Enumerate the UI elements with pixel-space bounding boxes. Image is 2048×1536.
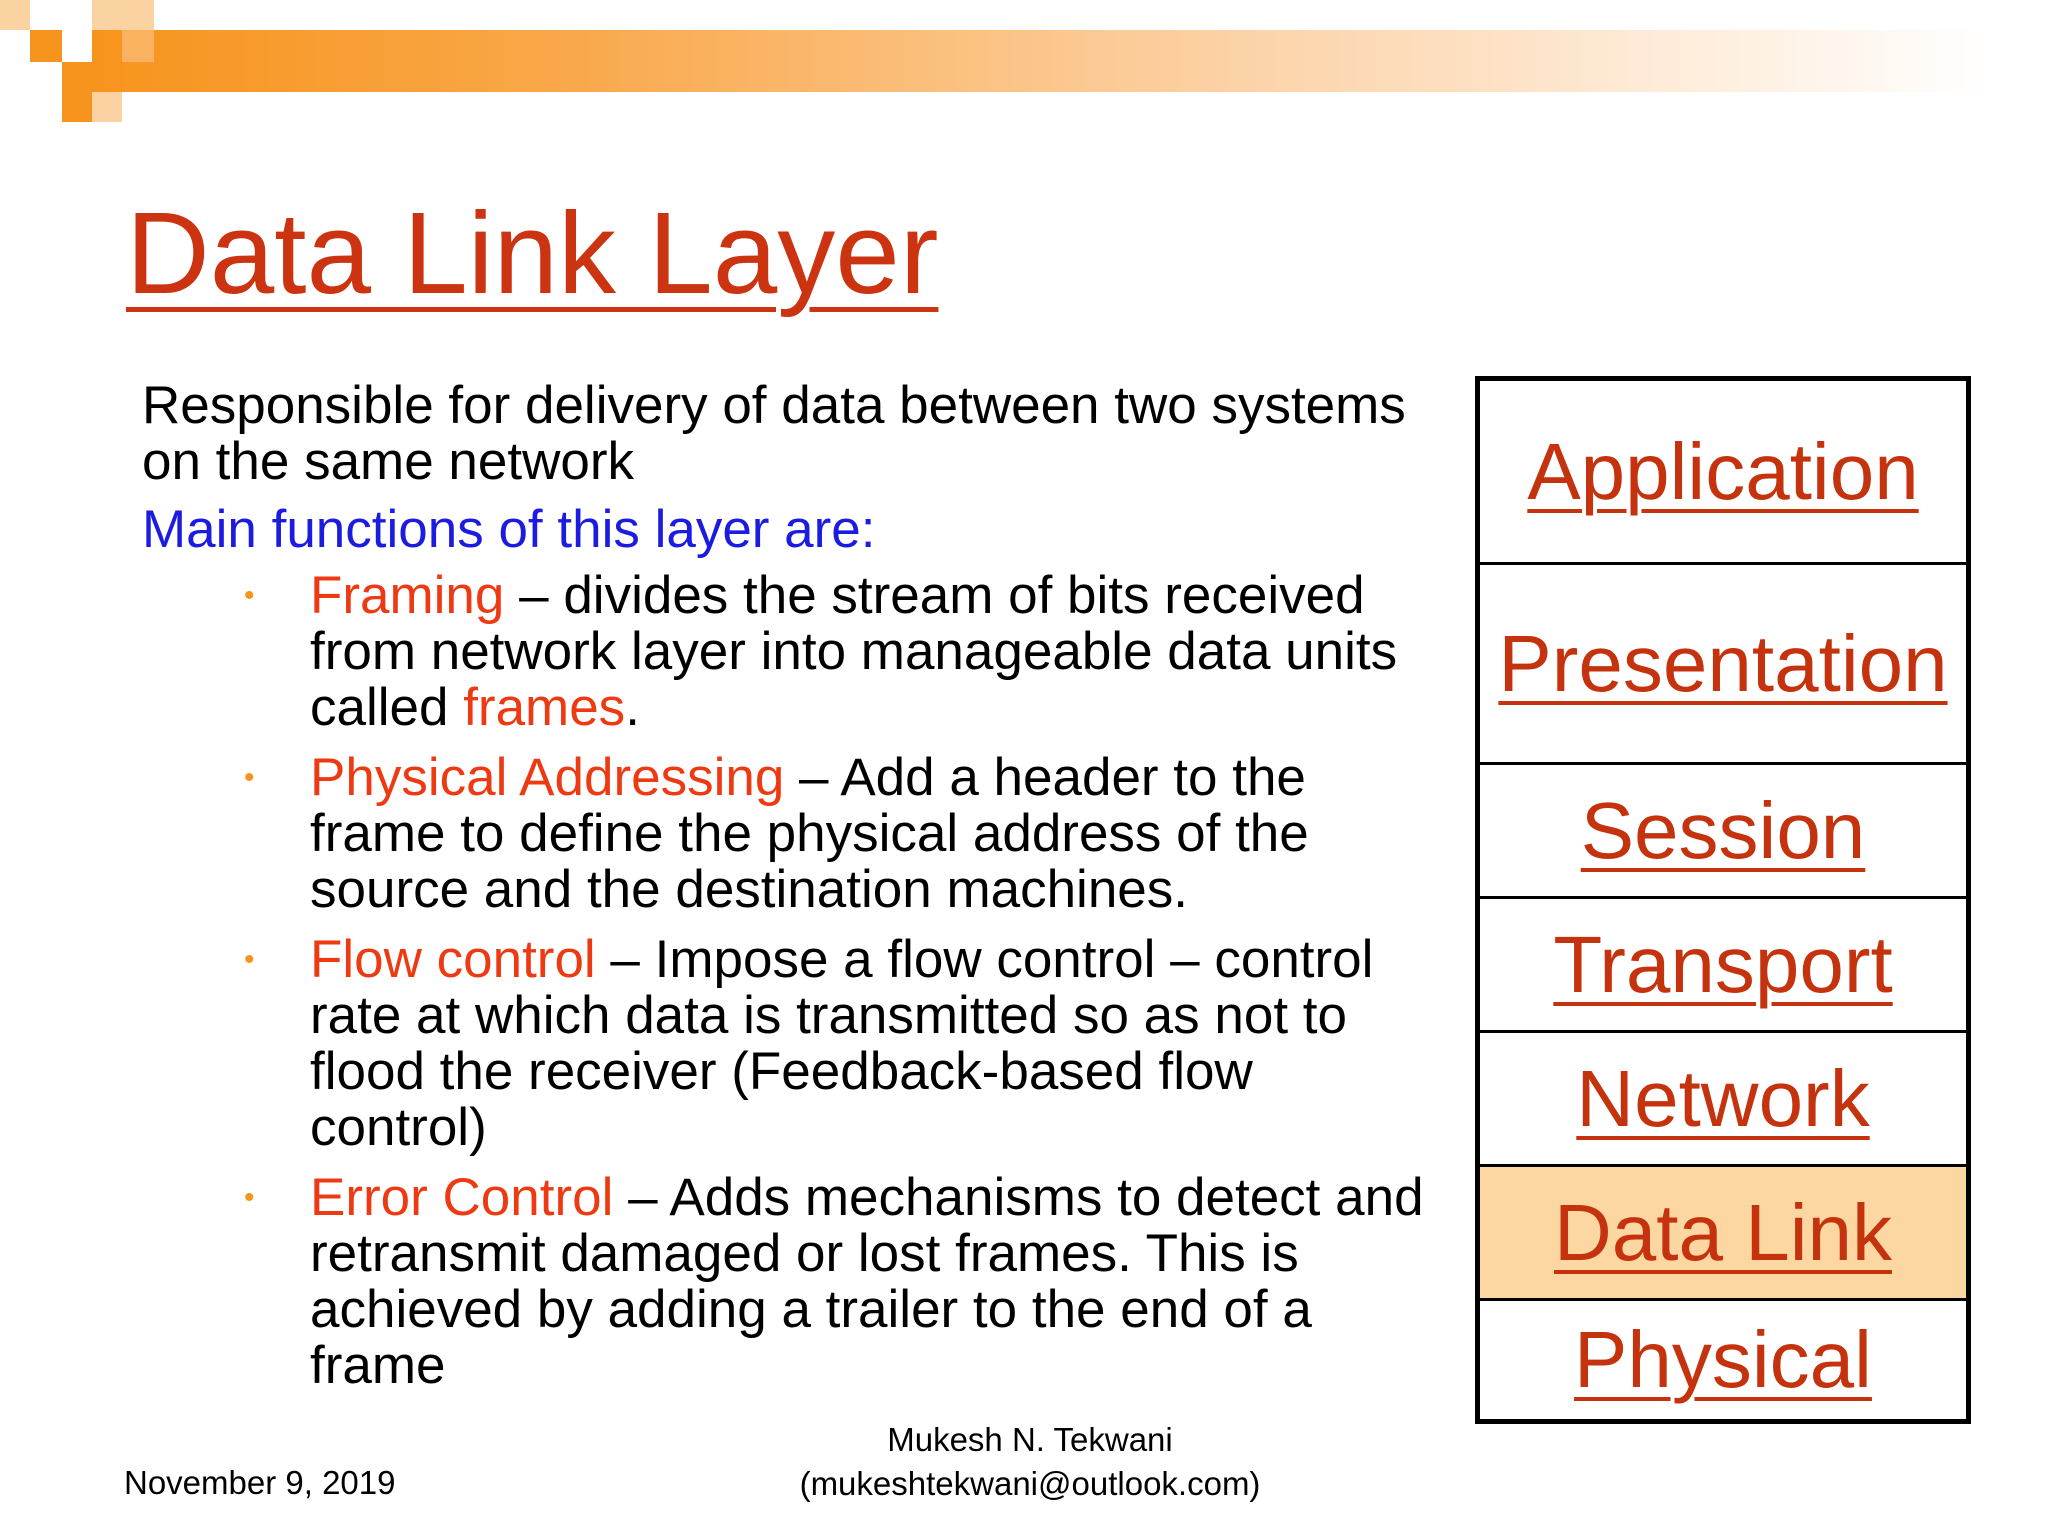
osi-layer-presentation[interactable]: Presentation <box>1480 565 1966 765</box>
intro-text: Responsible for delivery of data between two systems on the same network <box>142 376 1406 491</box>
bullet-icon: • <box>244 579 255 612</box>
osi-layer-physical[interactable]: Physical <box>1574 1315 1872 1404</box>
decoration-square <box>122 30 154 62</box>
functions-list <box>142 568 1432 1394</box>
slide-title: Data Link Layer <box>126 188 939 318</box>
osi-layer-application[interactable]: Application <box>1480 381 1966 565</box>
list-item <box>244 1168 1432 1395</box>
function-text: – Impose a flow control – control rate at which data is transmitted so as not to flood the receiver (Feedback-based flow control) <box>310 930 1374 1157</box>
osi-layer-session[interactable]: Session <box>1480 765 1966 899</box>
decoration-square <box>92 0 154 30</box>
bullet-icon: • <box>244 761 255 794</box>
list-item <box>244 748 1432 919</box>
list-item <box>244 930 1432 1157</box>
footer-author-email: (mukeshtekwani@outlook.com) <box>799 1465 1261 1502</box>
osi-layer-transport[interactable]: Transport <box>1480 899 1966 1033</box>
function-term-frames: frames <box>463 678 626 737</box>
decoration-square <box>92 92 122 122</box>
function-term: Framing <box>310 566 505 625</box>
decoration-square <box>62 62 92 122</box>
function-term: Physical Addressing <box>310 748 785 807</box>
function-text: – divides the stream of bits received from network layer into manageable data units called <box>310 566 1398 737</box>
function-text: – Add a header to the frame to define the physical address of the source and the destination machines. <box>310 748 1309 919</box>
footer-author-name: Mukesh N. Tekwani <box>887 1421 1173 1458</box>
function-text-end: . <box>625 678 640 737</box>
function-term: Flow control <box>310 930 596 989</box>
function-term: Error Control <box>310 1168 614 1227</box>
footer-date: November 9, 2019 <box>124 1464 396 1501</box>
footer-author-block <box>760 1418 1300 1506</box>
decoration-square <box>0 0 30 30</box>
slide-body <box>142 378 1432 1408</box>
header-gradient-bar <box>92 30 1992 92</box>
header-decoration <box>0 0 160 130</box>
osi-layer-stack <box>1475 376 1971 1424</box>
decoration-square <box>30 30 62 62</box>
bullet-icon: • <box>244 943 255 976</box>
functions-heading: Main functions of this layer are: <box>142 500 876 559</box>
osi-layer-data-link[interactable]: Data Link <box>1480 1167 1966 1301</box>
function-text: – Adds mechanisms to detect and retransmit damaged or lost frames. This is achieved by adding a trailer to the end of a frame <box>310 1168 1424 1395</box>
bullet-icon: • <box>244 1181 255 1214</box>
osi-layer-network[interactable]: Network <box>1480 1033 1966 1167</box>
list-item <box>244 566 1432 737</box>
